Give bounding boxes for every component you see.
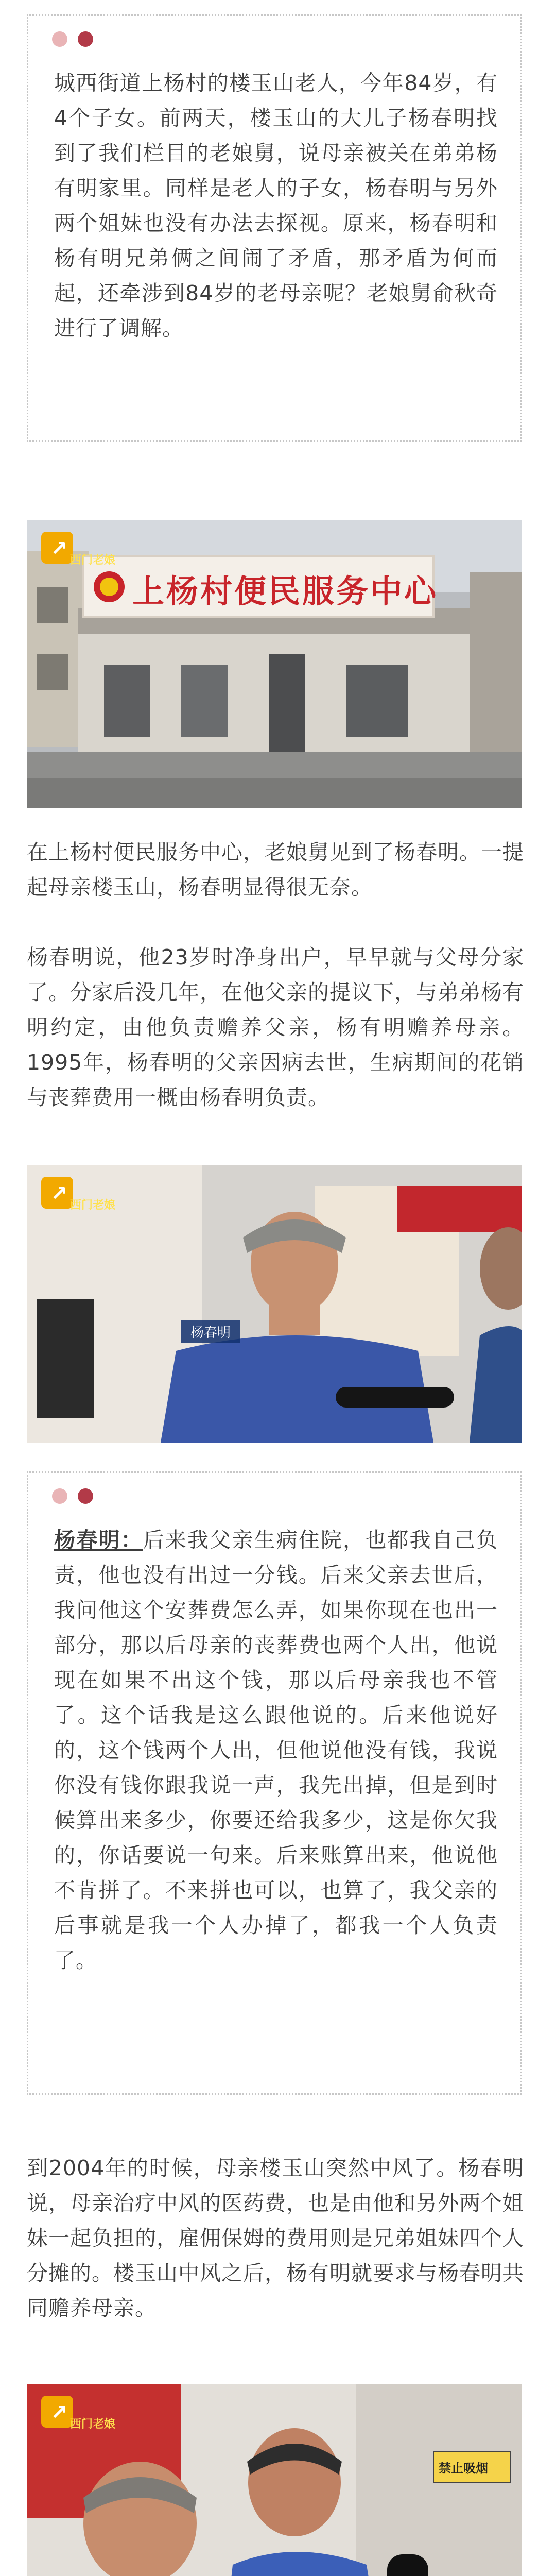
quote-1-speaker: 杨春明： [54, 1528, 143, 1552]
watermark-logo [41, 2396, 118, 2437]
paragraph-3: 杨春明说，他23岁时净身出户，早早就与父母分家了。分家后没几年，在他父亲的提议下，与弟弟杨有明约定，由他负责赡养父亲，杨有明赡养母亲。1995年，杨春明的父亲因病去世，生病期间的花销与丧葬费用一概由杨春明负责。 [27, 945, 524, 1110]
dot-dark-icon [78, 31, 93, 47]
building-sign-text: 上杨村便民服务中心 [132, 572, 439, 610]
interview-photo [27, 1165, 522, 1443]
watermark-text: 西门老娘 [70, 1199, 116, 1212]
intro-quote-box [27, 14, 522, 442]
two-men-photo [27, 2384, 522, 2576]
no-smoking-sign: 禁止吸烟 [439, 2461, 488, 2476]
quote-1-text: 后来我父亲生病住院，也都我自己负责，他也没有出过一分钱。后来父亲去世后，我问他这个安葬费怎么弄，如果你现在也出一部分，那以后母亲的丧葬费也两个人出，他说现在如果不出这个钱，那以后母亲我也不管了。这个话我是这么跟他说的。后来他说好的，这个钱两个人出，但他说他没有钱，我说你没有钱你跟我说一声，我先出掉，但是到时候算出来多少，你要还给我多少，这是你欠我的，你话要说一句来。后来账算出来，他说他不肯拼了。不来拼也可以，也算了，我父亲的后事就是我一个人办掉了，都我一个人负责了。 [54, 1528, 498, 1973]
decorative-dots [52, 31, 103, 47]
speaker-name-tag: 杨春明 [181, 1320, 240, 1343]
paragraph-2: 在上杨村便民服务中心，老娘舅见到了杨春明。一提起母亲楼玉山，杨春明显得很无奈。 [27, 840, 524, 900]
quote-box-1 [27, 1471, 522, 2095]
intro-paragraph: 城西街道上杨村的楼玉山老人，今年84岁，有4个子女。前两天，楼玉山的大儿子杨春明找到了我们栏目的老娘舅，说母亲被关在弟弟杨有明家里。同样是老人的子女，杨春明与另外两个姐妹也没有办法去探视。原来，杨春明和杨有明兄弟俩之间闹了矛盾，那矛盾为何而起，还牵涉到84岁的老母亲呢？老娘舅俞秋奇进行了调解。 [54, 71, 498, 341]
dot-dark-icon [78, 1488, 93, 1504]
watermark-arrow-icon: ↗ [50, 2401, 68, 2425]
watermark-text: 西门老娘 [70, 554, 116, 567]
watermark-arrow-icon: ↗ [50, 1182, 68, 1206]
paragraph-4: 到2004年的时候，母亲楼玉山突然中风了。杨春明说，母亲治疗中风的医药费，也是由他和另外两个姐妹一起负担的，雇佣保姆的费用则是兄弟姐妹四个人分摊的。楼玉山中风之后，杨有明就要求与杨春明共同赡养母亲。 [27, 2156, 524, 2320]
watermark-text: 西门老娘 [70, 2418, 116, 2431]
decorative-dots [52, 1488, 103, 1504]
quote-1-paragraph [54, 1522, 498, 1978]
dot-light-icon [52, 31, 67, 47]
watermark-arrow-icon: ↗ [50, 537, 68, 561]
watermark-logo [41, 532, 118, 573]
watermark-logo [41, 1177, 118, 1218]
dot-light-icon [52, 1488, 67, 1504]
service-center-photo [27, 520, 522, 808]
